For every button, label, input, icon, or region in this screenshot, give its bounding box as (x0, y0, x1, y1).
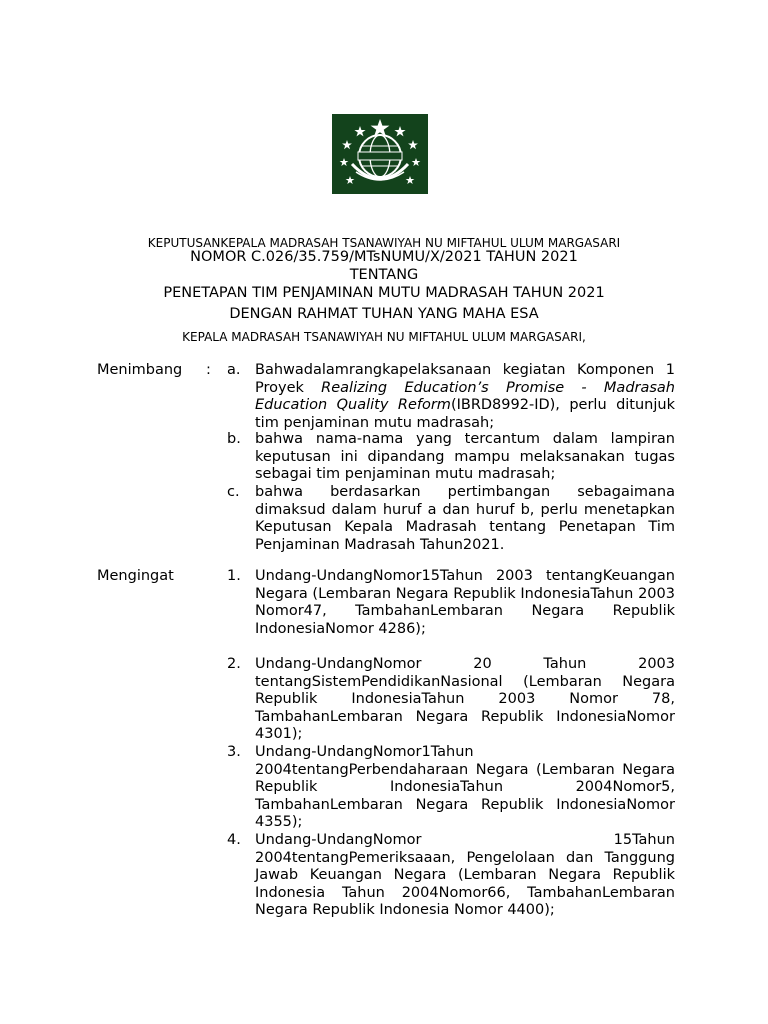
issuer-line: KEPALA MADRASAH TSANAWIYAH NU MIFTAHUL ULUM MARGASARI, (182, 330, 586, 344)
list-item-text: bahwa nama-nama yang tercantum dalam lampiran keputusan ini dipandang mampu melaksanakan tugas sebagai tim penjaminan mutu madrasah; (255, 431, 675, 483)
list-marker: b. (227, 431, 241, 447)
section-colon: : (206, 362, 211, 378)
text-segment: (IBRD8992-ID), perlu ditunjuk tim penjaminan mutu madrasah; (255, 397, 675, 431)
text-segment: Bahwadalamrangkapelaksanaan kegiatan Komponen 1 Proyek (255, 362, 675, 396)
section-label: Mengingat (97, 568, 174, 584)
list-item-text (255, 362, 675, 432)
list-item-text: Undang-UndangNomor 20 Tahun 2003 tentangSistemPendidikanNasional (Lembaran Negara Republik IndonesiaTahun 2003 Nomor 78, TambahanLembaran Negara Republik IndonesiaNomor 4301); (255, 656, 675, 743)
list-marker: 1. (227, 568, 241, 584)
list-marker: 2. (227, 656, 241, 672)
nahdlatul-ulama-emblem-icon (332, 114, 428, 194)
list-item-text: Undang-UndangNomor 15Tahun 2004tentangPemeriksaaan, Pengelolaan dan Tanggung Jawab Keuangan Negara (Lembaran Negara Republik Indonesia Tahun 2004Nomor66, TambahanLembaran Negara Republik Indonesia Nomor 4400); (255, 832, 675, 919)
project-name: Realizing Education’s Promise - Madrasah Education Quality Reform (255, 379, 675, 414)
invocation: DENGAN RAHMAT TUHAN YANG MAHA ESA (229, 306, 539, 322)
list-marker: c. (227, 484, 240, 500)
organization-logo (332, 114, 428, 194)
list-item-text: bahwa berdasarkan pertimbangan sebagaimana dimaksud dalam huruf a dan huruf b, perlu menetapkan Keputusan Kepala Madrasah tentang Penetapan Tim Penjaminan Madrasah Tahun2021. (255, 484, 675, 553)
decree-number: NOMOR C.026/35.759/MTsNUMU/X/2021 TAHUN 2021 (190, 249, 578, 265)
list-marker: 4. (227, 832, 241, 848)
list-marker: 3. (227, 744, 241, 760)
decree-subject: PENETAPAN TIM PENJAMINAN MUTU MADRASAH TAHUN 2021 (163, 285, 605, 301)
list-marker: a. (227, 362, 241, 378)
list-item-text: Undang-UndangNomor1Tahun 2004tentangPerbendaharaan Negara (Lembaran Negara Republik IndonesiaTahun 2004Nomor5, TambahanLembaran Negara Republik IndonesiaNomor 4355); (255, 744, 675, 831)
decree-tentang: TENTANG (349, 267, 419, 283)
decree-title: KEPUTUSANKEPALA MADRASAH TSANAWIYAH NU MIFTAHUL ULUM MARGASARI (147, 236, 621, 250)
list-item-text: Undang-UndangNomor15Tahun 2003 tentangKeuangan Negara (Lembaran Negara Republik IndonesiaTahun 2003 Nomor47, TambahanLembaran Negara Republik IndonesiaNomor 4286); (255, 568, 675, 637)
section-label: Menimbang (97, 362, 183, 378)
